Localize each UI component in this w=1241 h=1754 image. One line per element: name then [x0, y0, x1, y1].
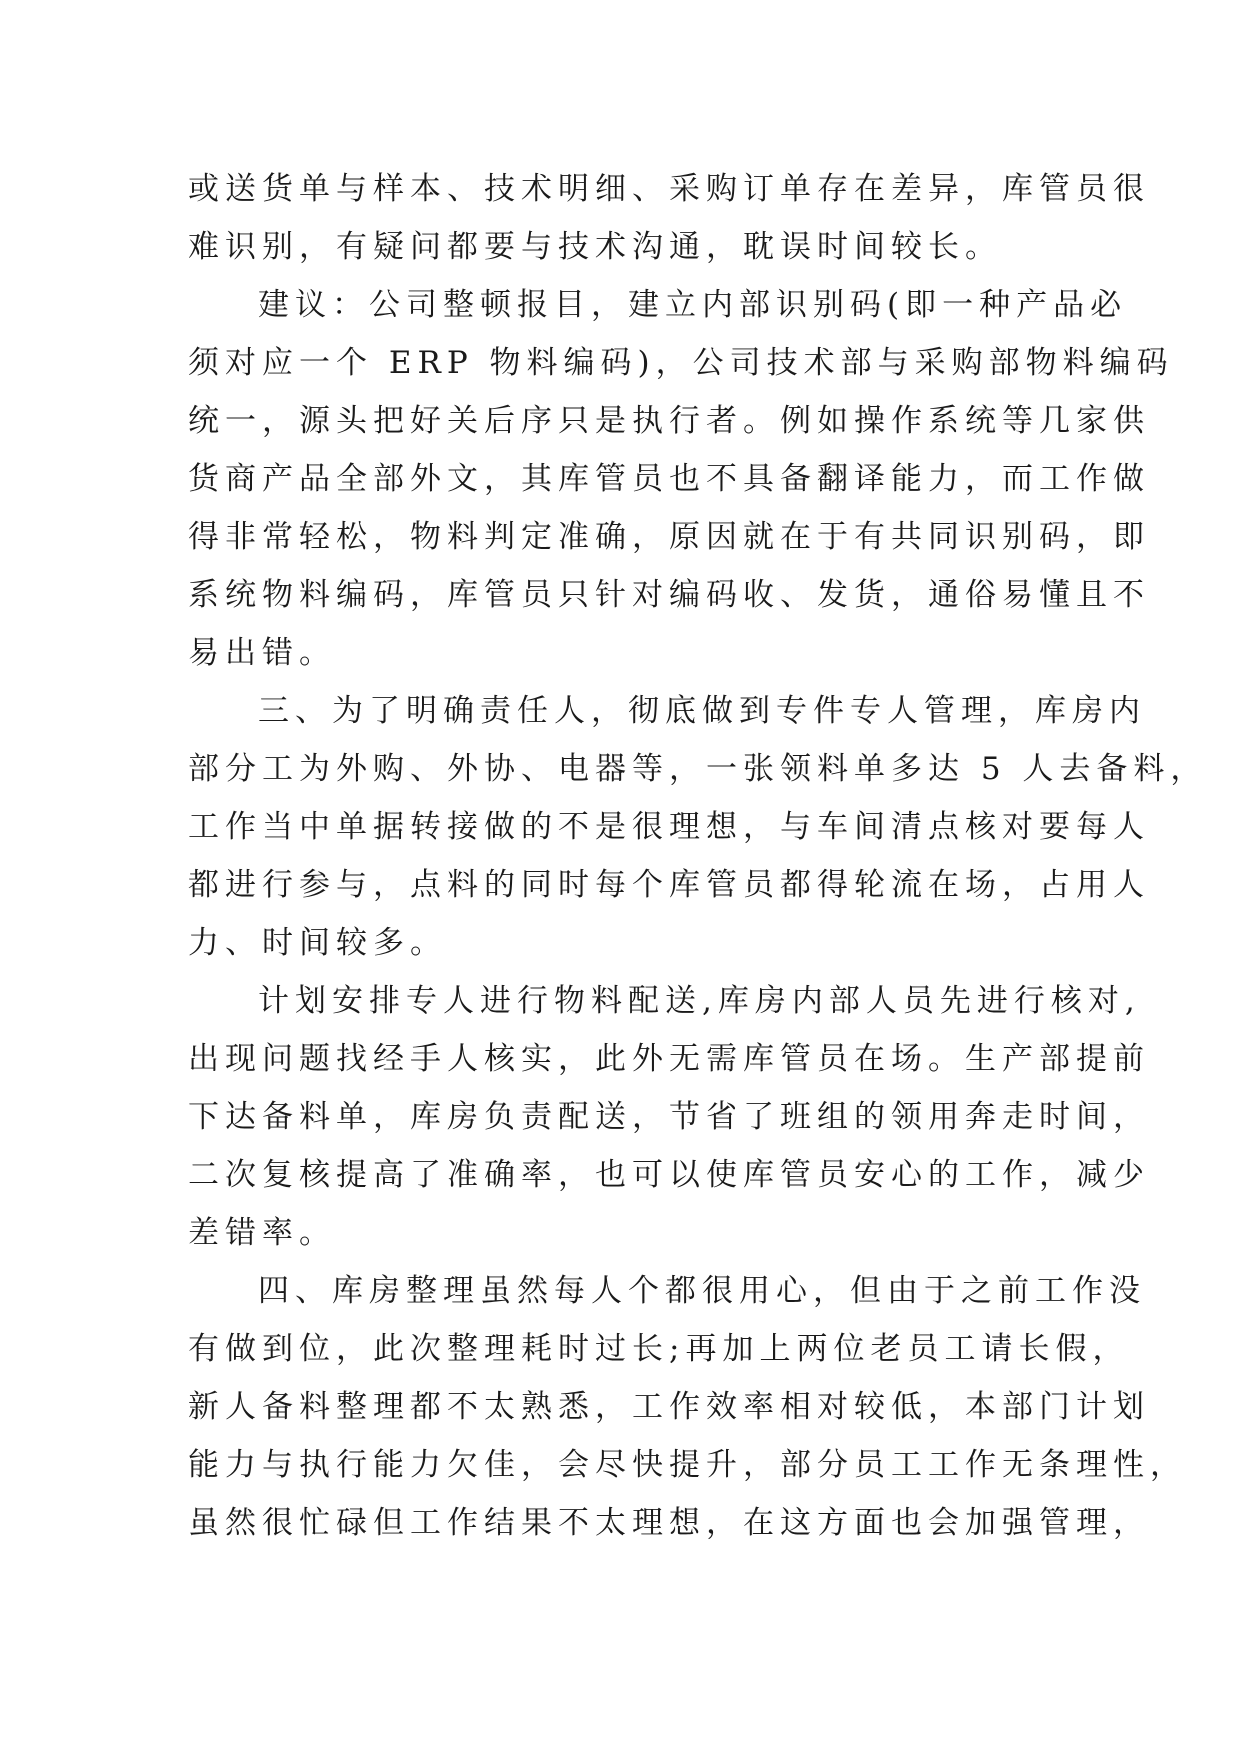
text-line: 难识别，有疑问都要与技术沟通，耽误时间较长。 — [188, 229, 1002, 265]
paragraph — [188, 1262, 1187, 1552]
text-line: 货商产品全部外文，其库管员也不具备翻译能力，而工作做 — [188, 461, 1150, 497]
text-line: 力、时间较多。 — [188, 925, 447, 961]
text-line: 建议：公司整顿报目，建立内部识别码(即一种产品必 — [258, 287, 1128, 323]
text-line: 统一，源头把好关后序只是执行者。例如操作系统等几家供 — [188, 403, 1150, 439]
text-line: 系统物料编码，库管员只针对编码收、发货，通俗易懂且不 — [188, 577, 1150, 613]
text-line: 下达备料单，库房负责配送，节省了班组的领用奔走时间， — [188, 1099, 1150, 1135]
text-line: 差错率。 — [188, 1215, 336, 1251]
text-line: 得非常轻松，物料判定准确，原因就在于有共同识别码，即 — [188, 519, 1150, 555]
paragraph — [188, 682, 1208, 972]
text-line: 新人备料整理都不太熟悉，工作效率相对较低，本部门计划 — [188, 1389, 1150, 1425]
text-line: 计划安排专人进行物料配送,库房内部人员先进行核对, — [258, 983, 1141, 1019]
paragraph — [188, 160, 1150, 276]
text-line: 工作当中单据转接做的不是很理想，与车间清点核对要每人 — [188, 809, 1150, 845]
text-line: 有做到位，此次整理耗时过长;再加上两位老员工请长假， — [188, 1331, 1130, 1367]
text-line: 虽然很忙碌但工作结果不太理想，在这方面也会加强管理， — [188, 1505, 1150, 1541]
text-line: 须对应一个 ERP 物料编码)，公司技术部与采购部物料编码 — [188, 345, 1174, 381]
text-line: 都进行参与，点料的同时每个库管员都得轮流在场，占用人 — [188, 867, 1150, 903]
paragraph — [188, 276, 1174, 682]
text-line: 易出错。 — [188, 635, 336, 671]
text-line: 或送货单与样本、技术明细、采购订单存在差异，库管员很 — [188, 171, 1150, 207]
text-line: 出现问题找经手人核实，此外无需库管员在场。生产部提前 — [188, 1041, 1150, 1077]
text-line: 二次复核提高了准确率，也可以使库管员安心的工作，减少 — [188, 1157, 1150, 1193]
text-line: 三、为了明确责任人，彻底做到专件专人管理，库房内 — [258, 693, 1146, 729]
text-line: 部分工为外购、外协、电器等，一张领料单多达 5 人去备料， — [188, 751, 1208, 787]
document-body — [188, 160, 1208, 1552]
paragraph — [188, 972, 1150, 1262]
text-line: 四、库房整理虽然每人个都很用心，但由于之前工作没 — [258, 1273, 1146, 1309]
text-line: 能力与执行能力欠佳，会尽快提升，部分员工工作无条理性， — [188, 1447, 1187, 1483]
